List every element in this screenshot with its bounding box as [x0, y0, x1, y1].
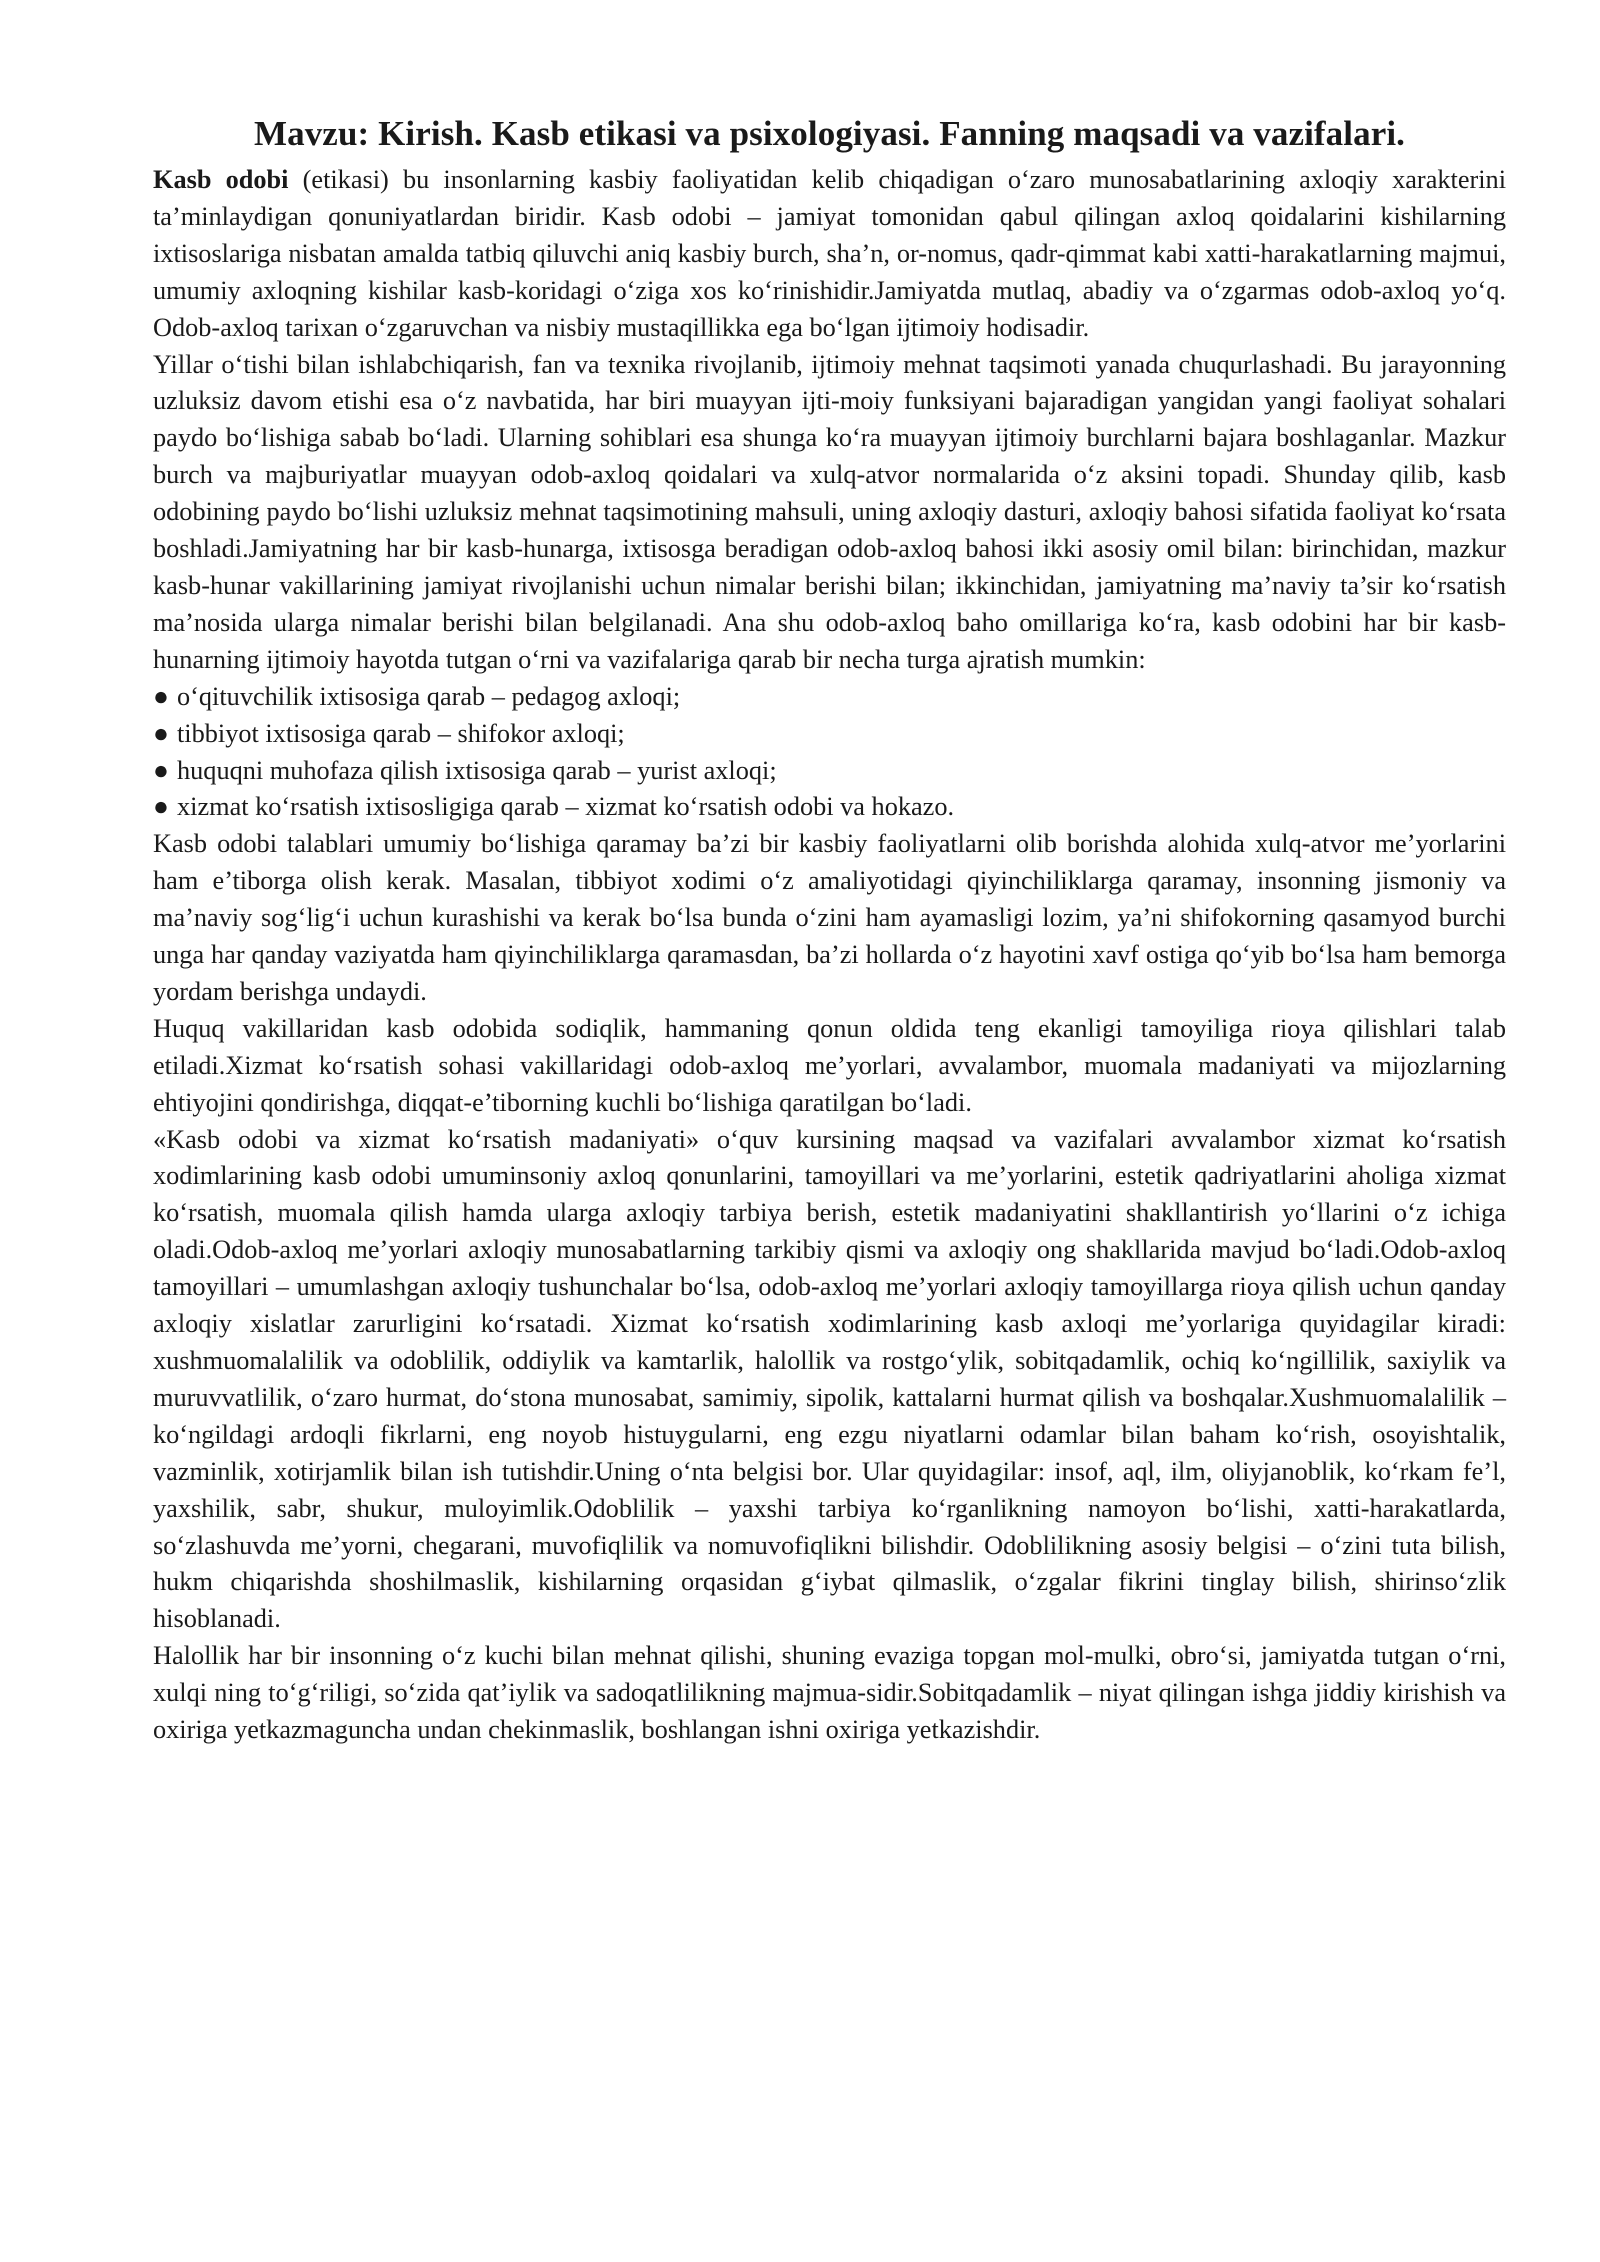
intro-paragraph: [153, 162, 1506, 347]
list-item: ● xizmat ko‘rsatish ixtisosligiga qarab – xizmat ko‘rsatish odobi va hokazo.: [153, 789, 1506, 826]
bullet-icon: ●: [153, 755, 169, 785]
bullet-icon: ●: [153, 718, 169, 748]
list-item: ● huquqni muhofaza qilish ixtisosiga qarab – yurist axloqi;: [153, 753, 1506, 790]
document-title: Mavzu: Kirish. Kasb etikasi va psixologiyasi. Fanning maqsadi va vazifalari.: [253, 114, 1406, 153]
bullet-icon: ●: [153, 792, 169, 822]
paragraph-course-goals: «Kasb odobi va xizmat ko‘rsatish madaniyati» o‘quv kursining maqsad va vazifalari avvalambor xizmat ko‘rsatish xodimlarining kasb odobi umuminsoniy axloq qonunlarini, tamoyillari va me’yorlarini, estetik qadriyatlarini aholiga xizmat ko‘rsatish, muomala qilish hamda ularga axloqiy tarbiya berish, estetik madaniyatini shakllantirish yo‘llarini o‘z ichiga oladi.Odob-axloq me’yorlari axloqiy munosabatlarning tarkibiy qismi va axloqiy ong shakllarida mavjud bo‘ladi.Odob-axloq tamoyillari – umumlashgan axloqiy tushunchalar bo‘lsa, odob-axloq me’yorlari axloqiy tamoyillarga rioya qilish uchun qanday axloqiy xislatlar zarurligini ko‘rsatadi. Xizmat ko‘rsatish xodimlarining kasb axloqi me’yorlariga quyidagilar kiradi: xushmuomalalilik va odoblilik, oddiylik va kamtarlik, halollik va rostgo‘ylik, sobitqadamlik, ochiq ko‘ngillilik, saxiylik va muruvvatlilik, o‘zaro hurmat, do‘stona munosabat, samimiy, sipolik, kattalarni hurmat qilish va boshqalar.Xushmuomalalilik – ko‘ngildagi ardoqli fikrlarni, eng noyob histuygularni, eng ezgu niyatlarni odamlar bilan baham ko‘rish, osoyishtalik, vazminlik, xotirjamlik bilan ish tutishdir.Uning o‘nta belgisi bor. Ular quyidagilar: insof, aql, ilm, oliyjanoblik, ko‘rkam fe’l, yaxshilik, sabr, shukur, muloyimlik.Odoblilik – yaxshi tarbiya ko‘rganlikning namoyon bo‘lishi, xatti-harakatlarda, so‘zlashuvda me’yorni, chegarani, muvofiqlilik va nomuvofiqlikni bilishdir. Odoblilikning asosiy belgisi – o‘zini tuta bilish, hukm chiqarishda shoshilmaslik, kishilarning orqasidan g‘iybat qilmaslik, o‘zgalar fikrini tinglay bilish, shirinso‘zlik hisoblanadi.: [153, 1124, 1506, 1634]
list-item: ● tibbiyot ixtisosiga qarab – shifokor axloqi;: [153, 716, 1506, 753]
intro-text: (etikasi) bu insonlarning kasbiy faoliyatidan kelib chiqadigan o‘zaro munosabatlarining axloqiy xarakterini ta’minlaydigan qonuniyatlardan biridir. Kasb odobi – jamiyat tomonidan qabul qilingan axloq qoidalarini kishilarning ixtisoslariga nisbatan amalda tatbiq qiluvchi aniq kasbiy burch, sha’n, or-nomus, qadr-qimmat kabi xatti-harakatlarning majmui, umumiy axloqning kishilar kasb-koridagi o‘ziga xos ko‘rinishidir.Jamiyatda mutlaq, abadiy va o‘zgarmas odob-axloq yo‘q. Odob-axloq tarixan o‘zgaruvchan va nisbiy mustaqillikka ega bo‘lgan ijtimoiy hodisadir.: [153, 165, 1507, 342]
paragraph-medical-ethics: Kasb odobi talablari umumiy bo‘lishiga qaramay ba’zi bir kasbiy faoliyatlarni olib borishda alohida xulq-atvor me’yorlarini ham e’tiborga olish kerak. Masalan, tibbiyot xodimi o‘z amaliyotidagi qiyinchiliklarga qaramay, insonning jismoniy va ma’naviy sog‘lig‘i uchun kurashishi va kerak bo‘lsa bunda o‘zini ham ayamasligi lozim, ya’ni shifokorning qasamyod burchi unga har qanday vaziyatda ham qiyinchiliklarga qaramasdan, ba’zi hollarda o‘z hayotini xavf ostiga qo‘yib bo‘lsa ham bemorga yordam berishga undaydi.: [153, 829, 1506, 1006]
paragraph-division-of-labor: Yillar o‘tishi bilan ishlabchiqarish, fan va texnika rivojlanib, ijtimoiy mehnat taqsimoti yanada chuqurlashadi. Bu jarayonning uzluksiz davom etishi esa o‘z navbatida, har biri muayyan ijti-moiy funksiyani bajaradigan yangidan yangi faoliyat sohalari paydo bo‘lishiga sabab bo‘ladi. Ularning sohiblari esa shunga ko‘ra muayyan ijtimoiy burchlarni bajara boshlaganlar. Mazkur burch va majburiyatlar muayyan odob-axloq qoidalari va xulq-atvor normalarida o‘z aksini topadi. Shunday qilib, kasb odobining paydo bo‘lishi uzluksiz mehnat taqsimotining mahsuli, uning axloqiy dasturi, axloqiy bahosi sifatida faoliyat ko‘rsata boshladi.Jamiyatning har bir kasb-hunarga, ixtisosga beradigan odob-axloq bahosi ikki asosiy omil bilan: birinchidan, mazkur kasb-hunar vakillarining jamiyat rivojlanishi uchun nimalar berishi bilan; ikkinchidan, jamiyatning ma’naviy ta’sir ko‘rsatish ma’nosida ularga nimalar berishi bilan belgilanadi. Ana shu odob-axloq baho omillariga ko‘ra, kasb odobini har bir kasb-hunarning ijtimoiy hayotda tutgan o‘rni va vazifalariga qarab bir necha turga ajratish mumkin:: [153, 349, 1506, 674]
intro-lead-term: Kasb odobi: [153, 165, 289, 194]
document-body: [153, 162, 1506, 1749]
list-item: ● o‘qituvchilik ixtisosiga qarab – pedagog axloqi;: [153, 679, 1506, 716]
ethics-types-list: [153, 679, 1506, 827]
paragraph-honesty: Halollik har bir insonning o‘z kuchi bilan mehnat qilishi, shuning evaziga topgan mol-mulki, obro‘si, jamiyatda tutgan o‘rni, xulqi ning to‘g‘riligi, so‘zida qat’iylik va sadoqatlilikning majmua-sidir.Sobitqadamlik – niyat qilingan ishga jiddiy kirishish va oxiriga yetkazmaguncha undan chekinmaslik, boshlangan ishni oxiriga yetkazishdir.: [153, 1641, 1506, 1745]
bullet-icon: ●: [153, 681, 169, 711]
paragraph-legal-service-ethics: Huquq vakillaridan kasb odobida sodiqlik, hammaning qonun oldida teng ekanligi tamoyiliga rioya qilishlari talab etiladi.Xizmat ko‘rsatish sohasi vakillaridagi odob-axloq me’yorlari, avvalambor, muomala madaniyati va mijozlarning ehtiyojini qondirishga, diqqat-e’tiborning kuchli bo‘lishiga qaratilgan bo‘ladi.: [153, 1013, 1506, 1117]
